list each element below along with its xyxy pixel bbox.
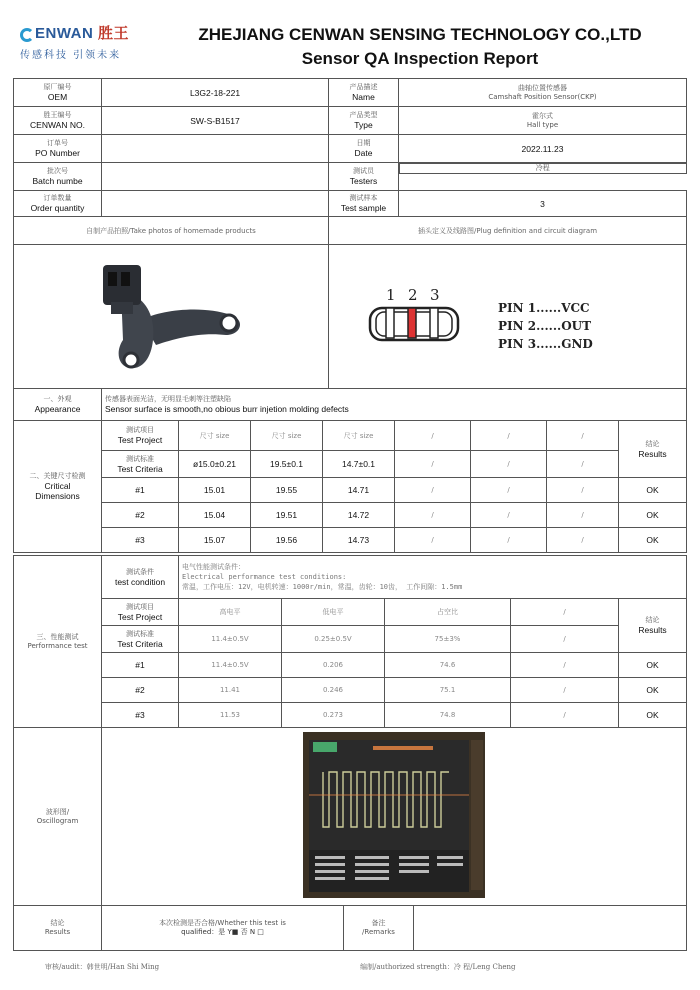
perf-criteria-label: 测试标准 Test Criteria <box>102 626 179 653</box>
perf-condition-text: 电气性能测试条件： Electrical performance test conditions: 常温，工作电压：12V，电机转速：1000r/min，常温，齿轮：10齿， 工作间隙：1.5mm <box>179 556 687 599</box>
product-photo <box>14 245 329 389</box>
perf-criteria: 75±3% <box>385 626 511 653</box>
dim-empty: / <box>471 503 547 528</box>
authorized-signature: 编制/authorized strength：冷 程/Leng Cheng <box>360 963 516 971</box>
plug-diagram-heading: 插头定义及线路图/Plug definition and circuit diagram <box>329 217 687 245</box>
oscillogram-label: 波形图/ Oscillogram <box>14 728 102 906</box>
sample-id: #3 <box>102 528 179 553</box>
perf-result: OK <box>619 678 687 703</box>
info-table <box>13 78 687 217</box>
connector-diagram <box>338 250 678 380</box>
sensor-photo-icon <box>81 250 261 380</box>
company-logo <box>20 22 150 62</box>
table-row <box>14 478 687 503</box>
sample-id: #3 <box>102 703 179 728</box>
perf-project-low: 低电平 <box>282 599 385 626</box>
cenwan-value: SW-S-B1517 <box>102 107 329 135</box>
pin1-label: PIN 1......VCC <box>497 301 590 315</box>
perf-criteria: / <box>511 626 619 653</box>
oem-value: L3G2-18-221 <box>102 79 329 107</box>
pin-number-3: 3 <box>429 286 440 304</box>
perf-value: 74.8 <box>385 703 511 728</box>
dim-value: 15.01 <box>179 478 251 503</box>
perf-results-label: 结论 Results <box>619 599 687 653</box>
table-row <box>14 528 687 553</box>
qty-value <box>102 191 329 217</box>
perf-project-label: 测试项目 Test Project <box>102 599 179 626</box>
table-row <box>14 503 687 528</box>
perf-value: 11.41 <box>179 678 282 703</box>
dim-value: 19.51 <box>251 503 323 528</box>
perf-project-duty: 占空比 <box>385 599 511 626</box>
dim-criteria-2: 19.5±0.1 <box>251 451 323 478</box>
dim-empty: / <box>395 451 471 478</box>
dim-empty: / <box>547 451 619 478</box>
perf-value: 0.206 <box>282 653 385 678</box>
result-table <box>13 905 687 951</box>
dim-empty: / <box>395 478 471 503</box>
testers-value: 冷程 <box>399 163 687 174</box>
date-label: 日期 Date <box>329 135 399 163</box>
appearance-table <box>13 388 687 421</box>
dim-project-label: 测试项目 Test Project <box>102 421 179 451</box>
dim-result: OK <box>619 503 687 528</box>
dim-project-col-3: 尺寸 size <box>323 421 395 451</box>
company-name: ZHEJIANG CENWAN SENSING TECHNOLOGY CO.,LTD <box>198 25 642 44</box>
pin2-label: PIN 2......OUT <box>497 319 591 333</box>
performance-table <box>13 555 687 728</box>
report-title: Sensor QA Inspection Report <box>301 49 539 68</box>
perf-value: / <box>511 653 619 678</box>
logo-brand-cn: 胜王 <box>98 25 130 42</box>
dim-empty: / <box>471 451 547 478</box>
name-label: 产品描述 Name <box>329 79 399 107</box>
pin-number-2: 2 <box>407 286 418 304</box>
perf-criteria: 11.4±0.5V <box>179 626 282 653</box>
sample-label: 测试样本 Test sample <box>329 191 399 217</box>
perf-value: 11.4±0.5V <box>179 653 282 678</box>
batch-value <box>102 163 329 191</box>
dim-results-label: 结论 Results <box>619 421 687 478</box>
pin3-label: PIN 3......GND <box>497 337 593 351</box>
dimensions-label: 二、关键尺寸检测 Critical Dimensions <box>14 421 102 553</box>
sample-id: #1 <box>102 478 179 503</box>
logo-slogan: 传感科技 引领未来 <box>20 50 122 61</box>
dim-value: 14.71 <box>323 478 395 503</box>
dim-empty: / <box>471 478 547 503</box>
dim-empty: / <box>471 421 547 451</box>
sample-value: 3 <box>399 191 687 217</box>
sample-id: #2 <box>102 503 179 528</box>
dim-criteria-3: 14.7±0.1 <box>323 451 395 478</box>
audit-signature: 审核/audit：韩世明/Han Shi Ming <box>45 963 160 971</box>
dim-criteria-1: ø15.0±0.21 <box>179 451 251 478</box>
dim-value: 15.07 <box>179 528 251 553</box>
qualified-question: 本次检测是否合格/Whether this test is qualified：是 Y■ 否 N □ <box>102 906 344 951</box>
perf-project-high: 高电平 <box>179 599 282 626</box>
dim-value: 15.04 <box>179 503 251 528</box>
remarks-value <box>414 906 687 951</box>
table-row <box>14 678 687 703</box>
dim-value: 19.55 <box>251 478 323 503</box>
date-value: 2022.11.23 <box>399 135 687 163</box>
dim-value: 19.56 <box>251 528 323 553</box>
po-value <box>102 135 329 163</box>
product-photo-heading: 自制产品拍照/Take photos of homemade products <box>14 217 329 245</box>
oem-label: 原厂编号 OEM <box>14 79 102 107</box>
dim-result: OK <box>619 478 687 503</box>
oscilloscope-screen-icon <box>303 732 485 898</box>
pin-number-1: 1 <box>385 286 396 304</box>
dim-criteria-label: 测试标准 Test Criteria <box>102 451 179 478</box>
perf-result: OK <box>619 703 687 728</box>
dim-empty: / <box>547 503 619 528</box>
remarks-label: 备注 /Remarks <box>344 906 414 951</box>
logo-brand: ENWAN <box>35 25 94 42</box>
testers-label: 测试员 Testers <box>329 163 399 191</box>
dim-value: 14.73 <box>323 528 395 553</box>
photo-table <box>13 216 687 389</box>
dim-empty: / <box>547 421 619 451</box>
appearance-label: 一、外观 Appearance <box>14 389 102 421</box>
cenwan-label: 胜王编号 CENWAN NO. <box>14 107 102 135</box>
dim-project-col-1: 尺寸 size <box>179 421 251 451</box>
type-label: 产品类型 Type <box>329 107 399 135</box>
dim-empty: / <box>395 503 471 528</box>
dim-empty: / <box>395 421 471 451</box>
sample-id: #2 <box>102 678 179 703</box>
qty-label: 订单数量 Order quantity <box>14 191 102 217</box>
dim-empty: / <box>547 528 619 553</box>
perf-result: OK <box>619 653 687 678</box>
po-label: 订单号 PO Number <box>14 135 102 163</box>
batch-label: 批次号 Batch numbe <box>14 163 102 191</box>
qualified-checkbox[interactable]: qualified：是 Y■ 否 N □ <box>181 928 264 936</box>
type-value: 霍尔式 Hall type <box>399 107 687 135</box>
oscillogram-table <box>13 727 687 906</box>
dim-result: OK <box>619 528 687 553</box>
dim-empty: / <box>471 528 547 553</box>
dim-empty: / <box>395 528 471 553</box>
perf-value: 0.273 <box>282 703 385 728</box>
dimensions-table <box>13 420 687 553</box>
appearance-text: 传感器表面光洁，无明显毛刺等注塑缺陷 Sensor surface is smooth,no obious burr injetion molding defects <box>102 389 687 421</box>
perf-criteria: 0.25±0.5V <box>282 626 385 653</box>
table-row <box>14 653 687 678</box>
sample-id: #1 <box>102 653 179 678</box>
dim-empty: / <box>547 478 619 503</box>
perf-value: 0.246 <box>282 678 385 703</box>
table-row <box>14 703 687 728</box>
performance-label: 三、性能测试 Performance test <box>14 556 102 728</box>
perf-value: / <box>511 703 619 728</box>
plug-diagram <box>329 245 687 389</box>
perf-value: 75.1 <box>385 678 511 703</box>
perf-value: 74.6 <box>385 653 511 678</box>
dim-value: 14.72 <box>323 503 395 528</box>
perf-project-empty: / <box>511 599 619 626</box>
result-label: 结论 Results <box>14 906 102 951</box>
perf-value: / <box>511 678 619 703</box>
perf-value: 11.53 <box>179 703 282 728</box>
oscillogram-image <box>102 728 687 906</box>
perf-condition-label: 测试条件 test condition <box>102 556 179 599</box>
dim-project-col-2: 尺寸 size <box>251 421 323 451</box>
name-value: 曲轴位置传感器 Camshaft Position Sensor(CKP) <box>399 79 687 107</box>
logo-c-icon <box>20 28 34 42</box>
